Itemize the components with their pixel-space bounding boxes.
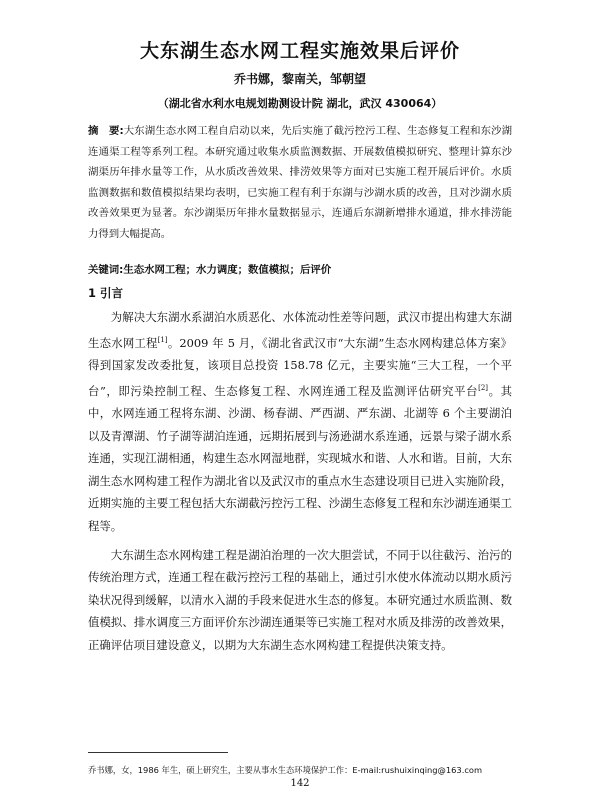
paragraph: 大东湖生态水网构建工程是湖泊治理的一次大胆尝试，不同于以往截污、治污的传统治理方式，连通工程在截污控污工程的基础上，通过引水使水体流动以期水质污染状况得到缓解，以清水入湖的手段来促进水生态的修复。本研究通过水质监测、数值模拟、排水调度三方面评价东沙湖连通渠等已实施工程对水质及排涝的改善效果，正确评估项目建设意义，以期为大东湖生态水网构建工程提供决策支持。 [88, 547, 512, 652]
keywords-block [88, 261, 528, 276]
citation-ref[interactable]: [2] [478, 383, 489, 392]
body-text [88, 306, 512, 657]
abstract-text: 大东湖生态水网工程自启动以来，先后实施了截污控污工程、生态修复工程和东沙湖连通渠工程等系列工程。本研究通过收集水质监测数据、开展数值模拟研究、整理计算东沙湖渠历年排水量等工作，从水质改善效果、排涝效果等方面对已实施工程开展后评价。水质监测数据和数值模拟结果均表明，已实施工程有利于东湖与沙湖水质的改善，且对沙湖水质改善效果更为显著。东沙湖渠历年排水量数据显示，连通后东湖新增排水通道，排水排涝能力得到大幅提高。 [88, 125, 513, 240]
abstract-block [88, 121, 512, 244]
paragraph-text: 。2009 年 5 月，《湖北省武汉市“大东湖”生态水网构建总体方案》得到国家发改委批复，该项目总投资 158.78 亿元，主要实施“三大工程，一个平台”，即污染控制工程、生态修复工程、水网连通工程及监测评估研究平台 [88, 335, 512, 398]
paragraph-text: 为解决大东湖水系湖泊水质恶化、水体流动性差等问题，武汉市提出构建大东湖生态水网工程 [88, 310, 512, 350]
citation-ref[interactable]: [1] [157, 335, 168, 344]
section-heading-introduction: 1 引言 [88, 286, 124, 300]
author-footnote: 乔书娜，女，1986 年生，硕上研究生，主要从事水生态环境保护工作：E-mail:rushuixinqing@163.com [88, 765, 483, 775]
footnote-divider [88, 752, 228, 753]
paragraph-text: 。其中，水网连通工程将东湖、沙湖、杨春湖、严西湖、严东湖、北湖等 6 个主要湖泊以及青潭湖、竹子湖等湖泊连通，远期拓展到与汤逊湖水系连通，远景与梁子湖水系连通，实现江湖相通，构建生态水网湿地群，实现城水和谐、人水和谐。目前，大东湖生态水网构建工程作为湖北省以及武汉市的重点水生态建设项目已进入实施阶段，近期实施的主要工程包括大东湖截污控污工程、沙湖生态修复工程和东沙湖连通渠工程等。 [88, 383, 512, 533]
page-number: 142 [290, 778, 310, 789]
keywords-label: 关键词: [88, 264, 124, 276]
paragraph [88, 306, 512, 538]
keywords-text: 生态水网工程；水力调度；数值模拟；后评价 [123, 264, 332, 276]
paper-title: 大东湖生态水网工程实施效果后评价 [139, 40, 460, 62]
paper-authors: 乔书娜，黎南关，邹朝望 [233, 72, 366, 86]
paper-affiliation: （湖北省水利水电规划勘测设计院 湖北，武汉 430064） [157, 97, 443, 110]
abstract-label: 摘 要: [88, 125, 124, 137]
